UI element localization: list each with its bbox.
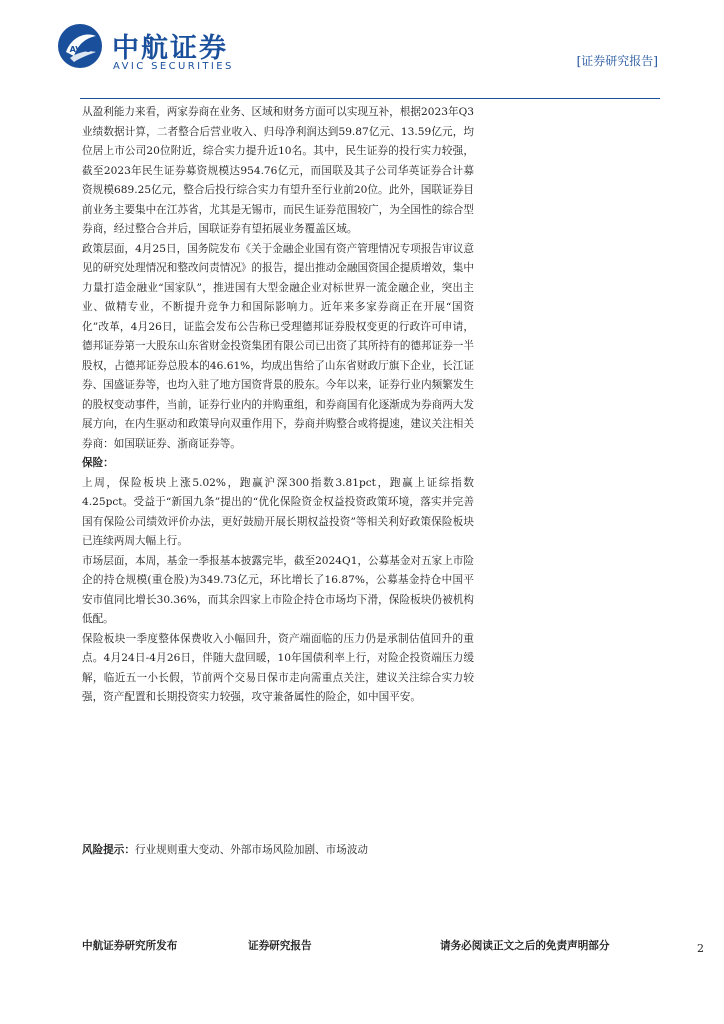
avic-logo-icon bbox=[56, 22, 104, 70]
risk-warning bbox=[82, 841, 582, 859]
section-title-insurance: 保险： bbox=[82, 457, 114, 469]
footer-report-type: 证券研究报告 bbox=[248, 940, 312, 952]
company-logo bbox=[56, 22, 256, 78]
insurance-paragraph: 上周，保险板块上涨5.02%，跑赢沪深300指数3.81pct，跑赢上证综指数4.25pct。受益于“新国九条”提出的“优化保险资金权益投资政策环境，落实并完善国有保险公司绩效评价办法，更好鼓励开展长期权益投资”等相关利好政策保险板块已连续两周大幅上行。 bbox=[82, 476, 474, 547]
report-type-tag: [证券研究报告] bbox=[576, 54, 658, 68]
insurance-paragraph: 保险板块一季度整体保费收入小幅回升，资产端面临的压力仍是承制估值回升的重点。4月24日-4月26日，伴随大盘回暖，10年国债利率上行，对险企投资端压力缓解，临近五一小长假，节前两个交易日保市走向需重点关注，建议关注综合实力较强，资产配置和长期投资实力较强，攻守兼备属性的险企，如中国平安。 bbox=[82, 632, 474, 703]
footer-publisher: 中航证券研究所发布 bbox=[82, 940, 178, 952]
page-header bbox=[0, 0, 724, 100]
logo-english-name: AVIC SECURITIES bbox=[113, 61, 234, 72]
footer-disclaimer: 请务必阅读正文之后的免责声明部分 bbox=[440, 940, 610, 952]
page-footer bbox=[0, 938, 724, 958]
body-paragraph: 从盈利能力来看，两家券商在业务、区域和财务方面可以实现互补，根据2023年Q3业绩数据计算，二者整合后营业收入、归母净利润达到59.87亿元、13.59亿元，均位居上市公司20位附近，综合实力提升近10名。其中，民生证券的投行实力较强，截至2023年民生证券募资规模达954.76亿元，而国联及其子公司华英证券合计募资规模689.25亿元，整合后投行综合实力有望升至行业前20位。此外，国联证券目前业务主要集中在江苏省，尤其是无锡市，而民生证券范围较广，为全国性的综合型券商，经过整合合并后，国联证券有望拓展业务覆盖区域。 bbox=[82, 106, 474, 235]
risk-text: 行业规则重大变动、外部市场风险加剧、市场波动 bbox=[134, 844, 369, 856]
logo-chinese-name: 中航证券 bbox=[112, 33, 228, 64]
svg-text:AVIC: AVIC bbox=[69, 45, 91, 54]
insurance-paragraph: 市场层面，本周，基金一季报基本披露完毕，截至2024Q1，公募基金对五家上市险企的持仓规模(重仓股)为349.73亿元，环比增长了16.87%，公募基金持仓中国平安市值同比增长30.36%，而其余四家上市险企持仓市场均下滑，保险板块仍被机构低配。 bbox=[82, 554, 474, 625]
main-content bbox=[82, 103, 474, 708]
risk-label: 风险提示： bbox=[82, 844, 135, 856]
page-number: 2 bbox=[697, 942, 704, 955]
body-paragraph: 政策层面，4月25日，国务院发布《关于金融企业国有资产管理情况专项报告审议意见的研究处理情况和整改问责情况》的报告，提出推动金融国资国企提质增效，集中力量打造金融业“国家队”，推进国有大型金融企业对标世界一流金融企业，突出主业、做精专业，不断提升竞争力和国际影响力。近年来多家券商正在开展“国资化”改革，4月26日，证监会发布公告称已受理德邦证券股权变更的行政许可申请，德邦证券第一大股东山东省财金投资集团有限公司已出资了其所持有的德邦证券一半股权，占德邦证券总股本的46.61%，均成出售给了山东省财政厅旗下企业，长江证券、国盛证券等，也均入驻了地方国资背景的股东。今年以来，证券行业内频繁发生的股权变动事件，当前，证券行业内的并购重组，和券商国有化逐渐成为券商两大发展方向，在内生驱动和政策导向双重作用下，券商并购整合或将提速，建议关注相关券商：如国联证券、浙商证券等。 bbox=[82, 242, 474, 450]
header-divider bbox=[80, 98, 660, 99]
